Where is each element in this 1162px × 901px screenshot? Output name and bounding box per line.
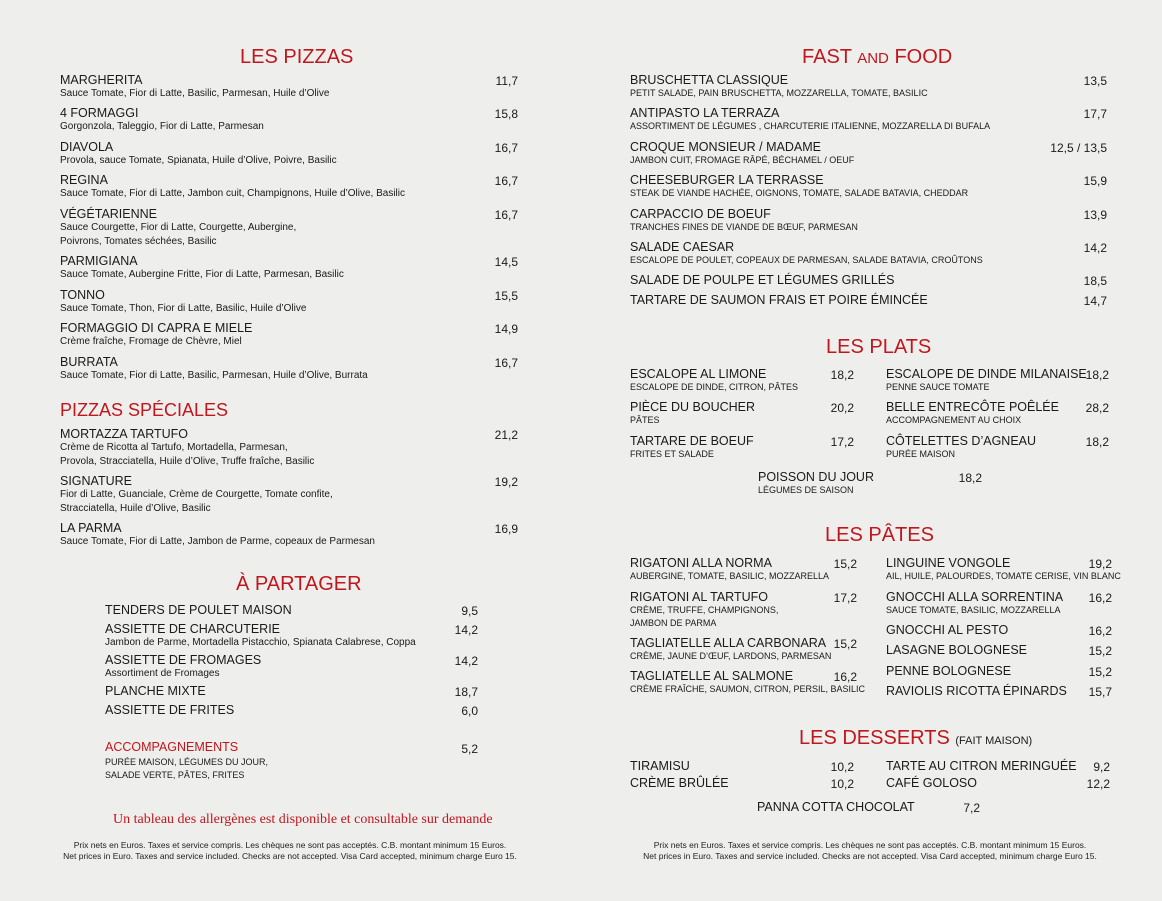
item-desc: PURÉE MAISON, LÉGUMES DU JOUR,	[105, 757, 269, 767]
item-price: 19,2	[1088, 557, 1112, 571]
menu-item	[105, 653, 261, 681]
item-price: 15,5	[494, 289, 518, 303]
menu-item	[630, 106, 990, 133]
item-name: POISSON DU JOUR	[758, 470, 874, 484]
item-name: PIÈCE DU BOUCHER	[630, 400, 756, 414]
item-name: TONNO	[60, 288, 105, 302]
item-desc: Sauce Tomate, Fior di Latte, Basilic, Parmesan, Huile d’Olive	[60, 88, 330, 99]
menu-item	[886, 643, 1027, 657]
item-name: LASAGNE BOLOGNESE	[886, 643, 1028, 657]
item-name: LA PARMA	[60, 521, 122, 535]
item-desc: AIL, HUILE, PALOURDES, TOMATE CERISE, VIN BLANC	[886, 571, 1121, 581]
menu-item	[105, 703, 234, 717]
item-price: 19,2	[494, 475, 518, 489]
item-price: 13,9	[1083, 208, 1107, 222]
item-desc: Crème fraîche, Fromage de Chèvre, Miel	[60, 336, 242, 347]
menu-item	[630, 434, 754, 461]
item-name: ASSIETTE DE CHARCUTERIE	[105, 622, 281, 636]
item-price: 13,5	[1083, 74, 1107, 88]
item-desc: Poivrons, Tomates séchées, Basilic	[60, 236, 217, 247]
item-price: 16,2	[833, 670, 857, 684]
item-price: 15,2	[1088, 644, 1112, 658]
item-price: 5,2	[461, 742, 478, 756]
item-name: CRÈME BRÛLÉE	[630, 776, 729, 790]
item-price: 18,2	[1085, 368, 1109, 382]
item-price: 15,2	[833, 637, 857, 651]
footer-line-en: Net prices in Euro. Taxes and service included. Checks are not accepted. Visa Card accepted, minimum charge Euro 15.	[643, 851, 1097, 861]
footer-note-left	[40, 840, 540, 862]
item-desc: Sauce Tomate, Thon, Fior di Latte, Basilic, Huile d’Olive	[60, 303, 307, 314]
menu-item	[105, 622, 416, 650]
menu-item	[630, 73, 928, 100]
item-name: ESCALOPE AL LIMONE	[630, 367, 767, 381]
item-price: 16,2	[1088, 591, 1112, 605]
item-desc: Jambon de Parme, Mortadella Pistacchio, Spianata Calabrese, Coppa	[105, 637, 416, 648]
item-price: 12,2	[1086, 777, 1110, 791]
item-desc: ACCOMPAGNEMENT AU CHOIX	[886, 415, 1022, 425]
item-name: ASSIETTE DE FROMAGES	[105, 653, 262, 667]
item-price: 15,9	[1083, 174, 1107, 188]
item-name: LINGUINE VONGOLE	[886, 556, 1011, 570]
item-price: 14,7	[1083, 294, 1107, 308]
title-word: FOOD	[894, 46, 953, 68]
item-name: TARTARE DE BOEUF	[630, 434, 754, 448]
item-price: 18,2	[1085, 435, 1109, 449]
menu-item	[630, 590, 778, 630]
menu-item	[60, 355, 368, 383]
item-price: 17,7	[1083, 107, 1107, 121]
menu-item	[60, 254, 344, 282]
item-desc: Provola, sauce Tomate, Spianata, Huile d’Olive, Poivre, Basilic	[60, 155, 337, 166]
menu-item	[630, 759, 690, 773]
menu-item	[60, 207, 296, 249]
item-desc: Fior di Latte, Guanciale, Crème de Courgette, Tomate confite,	[60, 489, 333, 500]
menu-item	[758, 470, 874, 497]
title-word: LES DESSERTS	[799, 727, 950, 749]
item-name: FORMAGGIO DI CAPRA E MIELE	[60, 321, 253, 335]
menu-item	[886, 623, 1008, 637]
item-name: TENDERS DE POULET MAISON	[105, 603, 292, 617]
menu-item	[630, 140, 854, 167]
menu-item	[630, 400, 755, 427]
item-name: TIRAMISU	[630, 759, 690, 773]
item-desc: Sauce Courgette, Fior di Latte, Courgette, Aubergine,	[60, 222, 297, 233]
item-desc: STEAK DE VIANDE HACHÉE, OIGNONS, TOMATE, SALADE BATAVIA, CHEDDAR	[630, 188, 969, 198]
item-price: 16,7	[494, 208, 518, 222]
item-name: RIGATONI ALLA NORMA	[630, 556, 772, 570]
item-desc: ASSORTIMENT DE LÉGUMES , CHARCUTERIE ITALIENNE, MOZZARELLA DI BUFALA	[630, 121, 991, 131]
menu-item	[630, 636, 831, 663]
menu-item	[886, 759, 1077, 773]
item-price: 10,2	[830, 760, 854, 774]
item-price: 14,2	[454, 654, 478, 668]
item-price: 12,5 / 13,5	[1050, 141, 1107, 155]
item-desc: PÂTES	[630, 415, 660, 425]
menu-item	[886, 367, 1087, 394]
item-name: GNOCCHI AL PESTO	[886, 623, 1009, 637]
item-price: 6,0	[461, 704, 478, 718]
menu-item	[60, 106, 264, 134]
allergen-note: Un tableau des allergènes est disponible et consultable sur demande	[113, 812, 493, 827]
menu-item	[886, 434, 1036, 461]
item-price: 17,2	[830, 435, 854, 449]
item-name: REGINA	[60, 173, 108, 187]
section-title-les-pates: LES PÂTES	[825, 524, 934, 546]
item-name: SALADE CAESAR	[630, 240, 735, 254]
item-name: CARPACCIO DE BOEUF	[630, 207, 771, 221]
item-desc: ESCALOPE DE POULET, COPEAUX DE PARMESAN, SALADE BATAVIA, CROÛTONS	[630, 255, 983, 265]
item-name: BELLE ENTRECÔTE POÊLÉE	[886, 400, 1059, 414]
item-price: 18,5	[1083, 274, 1107, 288]
menu-item	[60, 288, 306, 316]
item-name: ESCALOPE DE DINDE MILANAISE	[886, 367, 1087, 381]
item-desc: Provola, Stracciatella, Huile d’Olive, Truffe fraîche, Basilic	[60, 456, 315, 467]
item-name: MORTAZZA TARTUFO	[60, 427, 189, 441]
item-price: 15,8	[494, 107, 518, 121]
item-desc: Gorgonzola, Taleggio, Fior di Latte, Parmesan	[60, 121, 264, 132]
item-price: 16,7	[494, 141, 518, 155]
item-desc: PURÉE MAISON	[886, 449, 956, 459]
item-name: 4 FORMAGGI	[60, 106, 139, 120]
item-desc: TRANCHES FINES DE VIANDE DE BŒUF, PARMESAN	[630, 222, 858, 232]
item-price: 15,2	[1088, 665, 1112, 679]
desserts-subtitle: (FAIT MAISON)	[955, 735, 1033, 747]
item-name: SIGNATURE	[60, 474, 132, 488]
item-desc: Assortiment de Fromages	[105, 668, 220, 679]
item-price: 18,2	[958, 471, 982, 485]
item-price: 9,5	[461, 604, 478, 618]
item-desc: Sauce Tomate, Fior di Latte, Jambon cuit, Champignons, Huile d’Olive, Basilic	[60, 188, 405, 199]
footer-line-fr: Prix nets en Euros. Taxes et service compris. Les chèques ne sont pas acceptés. C.B. montant minimum 15 Euros.	[653, 840, 1087, 850]
item-desc: Sauce Tomate, Fior di Latte, Jambon de Parme, copeaux de Parmesan	[60, 536, 375, 547]
item-name: VÉGÉTARIENNE	[60, 207, 158, 221]
item-price: 17,2	[833, 591, 857, 605]
section-title-fast-and-food	[802, 46, 952, 69]
menu-item	[630, 273, 894, 287]
item-desc: SAUCE TOMATE, BASILIC, MOZZARELLA	[886, 605, 1061, 615]
item-price: 16,7	[494, 174, 518, 188]
menu-item	[60, 474, 333, 516]
menu-item	[630, 240, 983, 267]
item-price: 18,7	[454, 685, 478, 699]
footer-line-en: Net prices in Euro. Taxes and service included. Checks are not accepted. Visa Card accepted, minimum charge Euro 15.	[63, 851, 517, 861]
menu-item	[60, 73, 329, 101]
menu-item	[105, 684, 206, 698]
menu-item	[60, 321, 252, 349]
item-name: TAGLIATELLE ALLA CARBONARA	[630, 636, 827, 650]
item-name: GNOCCHI ALLA SORRENTINA	[886, 590, 1064, 604]
menu-item	[886, 664, 1011, 678]
item-price: 11,7	[495, 74, 518, 88]
item-price: 15,2	[833, 557, 857, 571]
item-name: PENNE BOLOGNESE	[886, 664, 1012, 678]
footer-note-right	[620, 840, 1120, 862]
item-name: CROQUE MONSIEUR / MADAME	[630, 140, 821, 154]
item-desc: Crème de Ricotta al Tartufo, Mortadella, Parmesan,	[60, 442, 288, 453]
menu-item	[886, 400, 1059, 427]
item-desc: CRÈME, TRUFFE, CHAMPIGNONS,	[630, 605, 779, 615]
item-name: ANTIPASTO LA TERRAZA	[630, 106, 780, 120]
menu-item	[630, 207, 858, 234]
item-name: ASSIETTE DE FRITES	[105, 703, 235, 717]
menu-item	[60, 140, 337, 168]
menu-item	[886, 590, 1063, 617]
item-desc: CRÈME FRAÎCHE, SAUMON, CITRON, PERSIL, BASILIC	[630, 684, 866, 694]
menu-item	[630, 556, 829, 583]
section-title-les-desserts	[799, 727, 1032, 750]
item-price: 21,2	[494, 428, 518, 442]
item-name: DIAVOLA	[60, 140, 114, 154]
menu-item	[60, 521, 375, 549]
item-name: BRUSCHETTA CLASSIQUE	[630, 73, 789, 87]
menu-item	[886, 776, 977, 790]
menu-item	[886, 684, 1067, 698]
menu-item	[105, 603, 292, 617]
item-price: 16,9	[494, 522, 518, 536]
section-title-pizzas-speciales: PIZZAS SPÉCIALES	[60, 400, 229, 420]
item-name: SALADE DE POULPE ET LÉGUMES GRILLÉS	[630, 273, 895, 287]
item-desc: Sauce Tomate, Aubergine Fritte, Fior di Latte, Parmesan, Basilic	[60, 269, 344, 280]
menu-item	[630, 367, 798, 394]
item-name: CAFÉ GOLOSO	[886, 776, 977, 790]
item-name: PLANCHE MIXTE	[105, 684, 206, 698]
item-desc: SALADE VERTE, PÂTES, FRITES	[105, 770, 245, 780]
menu-item	[60, 427, 314, 469]
menu-item	[630, 293, 928, 307]
item-desc: FRITES ET SALADE	[630, 449, 714, 459]
item-desc: Sauce Tomate, Fior di Latte, Basilic, Parmesan, Huile d’Olive, Burrata	[60, 370, 368, 381]
item-price: 20,2	[830, 401, 854, 415]
item-price: 15,7	[1088, 685, 1112, 699]
section-title-a-partager: À PARTAGER	[236, 573, 362, 595]
item-price: 14,2	[454, 623, 478, 637]
item-price: 14,2	[1083, 241, 1107, 255]
title-word: FAST	[802, 46, 852, 68]
menu-item	[630, 173, 968, 200]
item-desc: CRÈME, JAUNE D’ŒUF, LARDONS, PARMESAN	[630, 651, 832, 661]
item-desc: PENNE SAUCE TOMATE	[886, 382, 990, 392]
item-price: 14,9	[494, 322, 518, 336]
item-name: RAVIOLIS RICOTTA ÉPINARDS	[886, 684, 1067, 698]
item-name: ACCOMPAGNEMENTS	[105, 740, 239, 754]
item-desc: JAMBON DE PARMA	[630, 618, 717, 628]
item-name: RIGATONI AL TARTUFO	[630, 590, 768, 604]
footer-line-fr: Prix nets en Euros. Taxes et service compris. Les chèques ne sont pas acceptés. C.B. montant minimum 15 Euros.	[73, 840, 507, 850]
item-price: 7,2	[963, 801, 980, 815]
item-desc: ESCALOPE DE DINDE, CITRON, PÂTES	[630, 382, 799, 392]
menu-item	[757, 800, 915, 814]
menu-item	[60, 173, 405, 201]
item-price: 14,5	[494, 255, 518, 269]
item-desc: JAMBON CUIT, FROMAGE RÂPÉ, BÉCHAMEL / OEUF	[630, 155, 855, 165]
item-desc: Stracciatella, Huile d’Olive, Basilic	[60, 503, 211, 514]
section-title-pizzas: LES PIZZAS	[240, 46, 354, 68]
title-word: AND	[857, 50, 889, 67]
item-desc: LÉGUMES DE SAISON	[758, 485, 854, 495]
item-desc: AUBERGINE, TOMATE, BASILIC, MOZZARELLA	[630, 571, 830, 581]
item-name: CÔTELETTES D’AGNEAU	[886, 434, 1037, 448]
item-price: 16,7	[494, 356, 518, 370]
menu-item-accompagnements	[105, 740, 268, 782]
item-name: BURRATA	[60, 355, 118, 369]
item-price: 28,2	[1085, 401, 1109, 415]
item-name: PANNA COTTA CHOCOLAT	[757, 800, 915, 814]
item-desc: PETIT SALADE, PAIN BRUSCHETTA, MOZZARELLA, TOMATE, BASILIC	[630, 88, 928, 98]
item-name: CHEESEBURGER LA TERRASSE	[630, 173, 824, 187]
item-price: 10,2	[830, 777, 854, 791]
item-name: MARGHERITA	[60, 73, 143, 87]
section-title-les-plats: LES PLATS	[826, 336, 932, 358]
item-name: TARTARE DE SAUMON FRAIS ET POIRE ÉMINCÉE	[630, 293, 928, 307]
item-name: TAGLIATELLE AL SALMONE	[630, 669, 794, 683]
item-name: PARMIGIANA	[60, 254, 138, 268]
item-name: TARTE AU CITRON MERINGUÉE	[886, 759, 1077, 773]
item-price: 18,2	[830, 368, 854, 382]
menu-item	[630, 776, 729, 790]
item-price: 9,2	[1093, 760, 1110, 774]
item-price: 16,2	[1088, 624, 1112, 638]
